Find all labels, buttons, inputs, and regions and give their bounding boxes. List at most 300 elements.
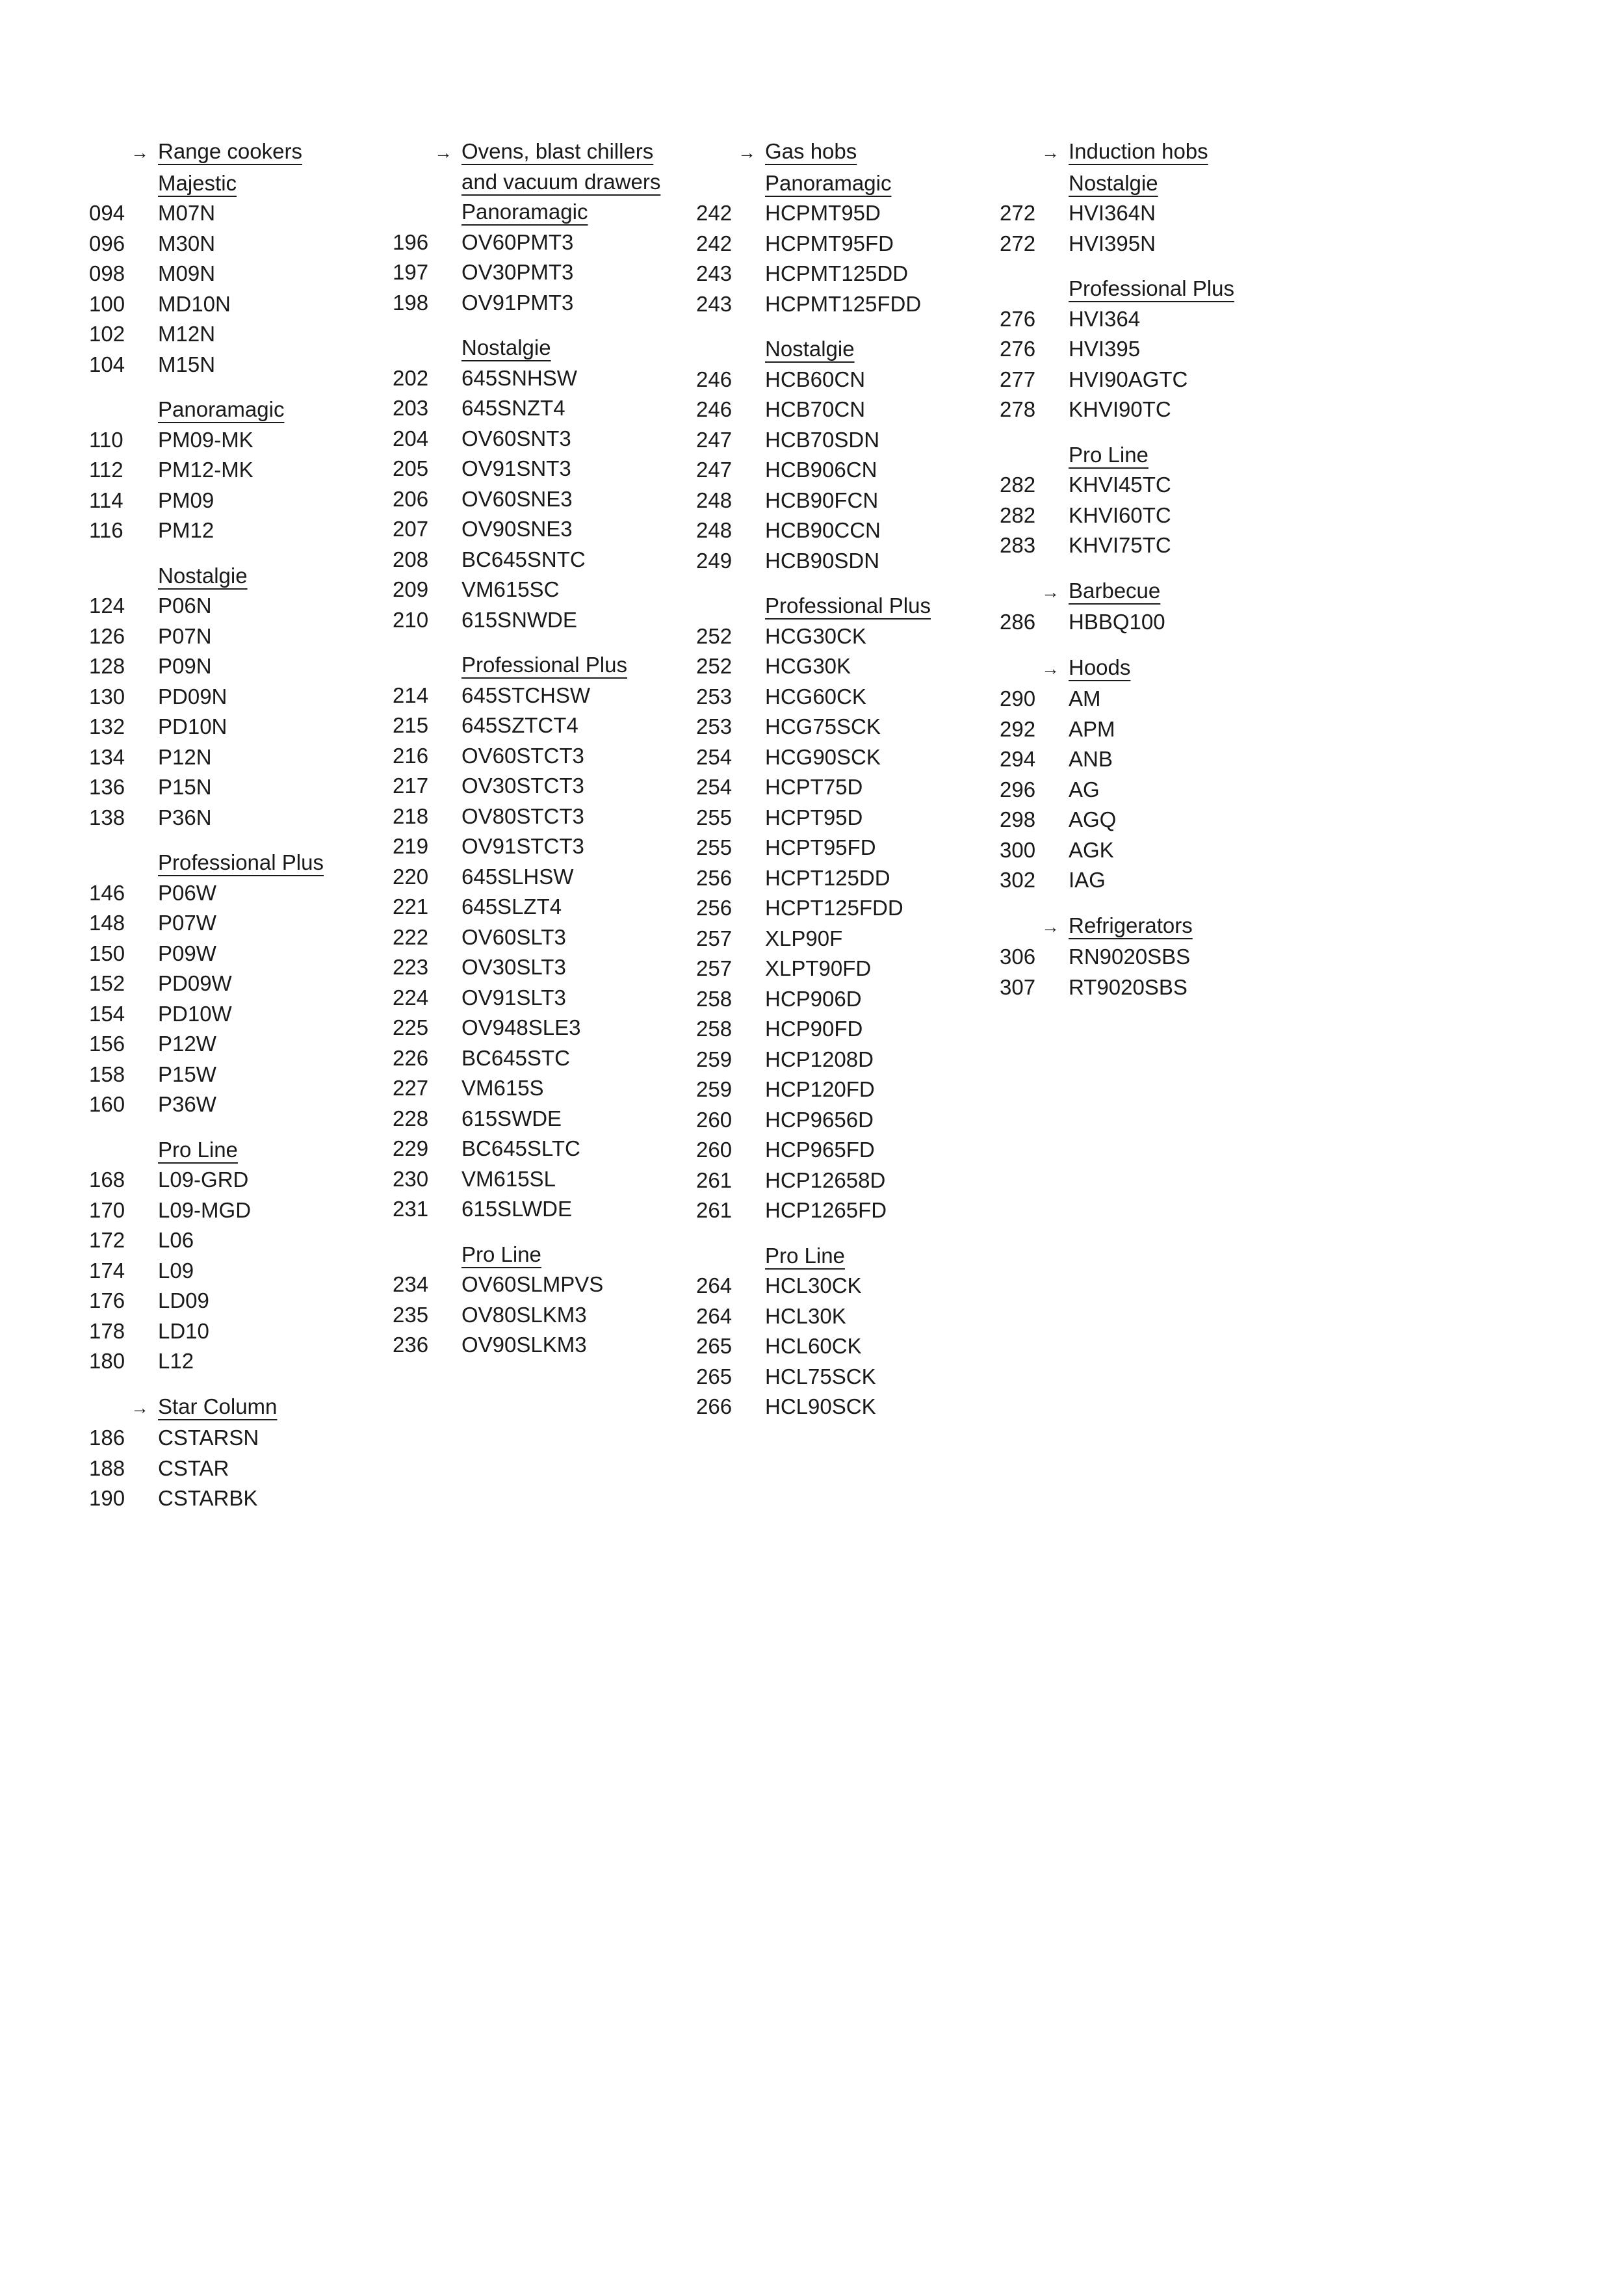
index-entry[interactable] bbox=[1000, 229, 1234, 259]
model-code: 645STCHSW bbox=[461, 683, 591, 707]
model-code: OV90SNE3 bbox=[461, 517, 573, 541]
index-entry[interactable] bbox=[1000, 835, 1234, 866]
index-entry[interactable] bbox=[1000, 607, 1234, 638]
category-link[interactable]: Induction hobs bbox=[1069, 139, 1208, 163]
model-code: KHVI75TC bbox=[1069, 533, 1171, 557]
page-number: 260 bbox=[696, 1107, 733, 1132]
page-number: 210 bbox=[393, 607, 429, 632]
index-entry[interactable] bbox=[696, 1135, 931, 1166]
model-code: L09-MGD bbox=[158, 1197, 252, 1222]
page-number: 223 bbox=[393, 955, 429, 979]
index-entry[interactable] bbox=[393, 1164, 660, 1195]
index-entry[interactable] bbox=[1000, 805, 1234, 835]
category-link[interactable]: Refrigerators bbox=[1069, 913, 1193, 937]
index-entry[interactable] bbox=[393, 454, 660, 484]
page-number: 098 bbox=[89, 261, 125, 285]
page-number: 196 bbox=[393, 229, 429, 254]
series-heading bbox=[696, 334, 931, 365]
index-entry[interactable] bbox=[89, 1195, 324, 1226]
index-entry[interactable] bbox=[89, 259, 324, 289]
index-entry[interactable] bbox=[393, 862, 660, 893]
index-entry[interactable] bbox=[393, 514, 660, 545]
model-code: HCP9656D bbox=[765, 1107, 874, 1132]
index-entry[interactable] bbox=[89, 1286, 324, 1316]
model-code: HCPT125FDD bbox=[765, 896, 903, 920]
series-link[interactable]: Nostalgie bbox=[765, 337, 855, 361]
arrow-icon-wrap bbox=[1000, 653, 1069, 685]
page-number: 248 bbox=[696, 518, 733, 542]
series-link[interactable]: Pro Line bbox=[1069, 442, 1149, 467]
index-entry[interactable] bbox=[696, 1045, 931, 1075]
model-code: HCPT95FD bbox=[765, 835, 876, 859]
model-code: HCP906D bbox=[765, 986, 862, 1011]
index-entry[interactable] bbox=[89, 651, 324, 682]
series-link[interactable]: Nostalgie bbox=[1069, 170, 1158, 195]
index-entry[interactable] bbox=[696, 1075, 931, 1105]
series-link[interactable]: Pro Line bbox=[461, 1242, 541, 1266]
index-entry[interactable] bbox=[696, 924, 931, 954]
index-entry[interactable] bbox=[89, 908, 324, 939]
model-code: IAG bbox=[1069, 868, 1106, 892]
model-code: OV30PMT3 bbox=[461, 260, 574, 284]
index-entry[interactable] bbox=[1000, 198, 1234, 229]
index-entry[interactable] bbox=[89, 1346, 324, 1377]
page-number: 114 bbox=[89, 488, 123, 512]
page-number: 300 bbox=[1000, 837, 1036, 862]
page-number: 246 bbox=[696, 367, 733, 391]
page-number: 248 bbox=[696, 488, 733, 512]
page-number: 134 bbox=[89, 744, 125, 769]
index-entry[interactable] bbox=[393, 983, 660, 1013]
index-entry[interactable] bbox=[696, 198, 931, 229]
page-number: 198 bbox=[393, 290, 429, 315]
index-entry[interactable] bbox=[89, 1029, 324, 1060]
index-entry[interactable] bbox=[696, 289, 931, 320]
page-number: 146 bbox=[89, 880, 125, 905]
index-entry[interactable] bbox=[89, 486, 324, 516]
model-code: HCB906CN bbox=[765, 458, 877, 482]
index-entry[interactable] bbox=[89, 229, 324, 259]
index-entry[interactable] bbox=[89, 1454, 324, 1484]
index-entry[interactable] bbox=[696, 1362, 931, 1392]
page-number: 168 bbox=[89, 1168, 125, 1192]
index-entry[interactable] bbox=[696, 1105, 931, 1136]
page-number: 235 bbox=[393, 1302, 429, 1327]
model-code: P12W bbox=[158, 1032, 216, 1056]
index-entry[interactable] bbox=[89, 1256, 324, 1286]
index-entry[interactable] bbox=[89, 515, 324, 546]
index-entry[interactable] bbox=[696, 365, 931, 395]
index-entry[interactable] bbox=[393, 922, 660, 953]
model-code: L09-GRD bbox=[158, 1168, 249, 1192]
index-entry[interactable] bbox=[393, 711, 660, 741]
index-entry[interactable] bbox=[696, 803, 931, 833]
index-entry[interactable] bbox=[393, 257, 660, 288]
index-entry[interactable] bbox=[1000, 365, 1234, 395]
page-number: 218 bbox=[393, 803, 429, 828]
model-code: KHVI60TC bbox=[1069, 502, 1171, 527]
index-entry[interactable] bbox=[393, 424, 660, 454]
index-entry[interactable] bbox=[393, 892, 660, 922]
index-entry[interactable] bbox=[393, 228, 660, 258]
index-entry[interactable] bbox=[1000, 865, 1234, 896]
page-number: 128 bbox=[89, 654, 125, 678]
model-code: PM12 bbox=[158, 518, 214, 542]
index-entry[interactable] bbox=[89, 1165, 324, 1195]
index-entry[interactable] bbox=[696, 515, 931, 546]
model-code: HCP1208D bbox=[765, 1047, 874, 1071]
page-number: 150 bbox=[89, 941, 125, 965]
page-number: 264 bbox=[696, 1273, 733, 1298]
page-number: 278 bbox=[1000, 397, 1036, 421]
category-heading bbox=[1000, 653, 1234, 685]
index-entry[interactable] bbox=[393, 1073, 660, 1104]
series-heading bbox=[89, 1135, 324, 1166]
model-code: HVI364N bbox=[1069, 201, 1156, 225]
index-entry[interactable] bbox=[89, 803, 324, 833]
index-entry[interactable] bbox=[1000, 304, 1234, 335]
page-number: 257 bbox=[696, 926, 733, 950]
model-code: HCG30K bbox=[765, 654, 851, 678]
series-link[interactable]: Nostalgie bbox=[158, 563, 248, 588]
index-entry[interactable] bbox=[1000, 334, 1234, 365]
model-code: P07N bbox=[158, 623, 212, 648]
series-link[interactable]: Professional Plus bbox=[461, 653, 627, 677]
page-number: 265 bbox=[696, 1364, 733, 1389]
page-number: 197 bbox=[393, 260, 429, 284]
index-entry[interactable] bbox=[1000, 684, 1234, 714]
page-number: 104 bbox=[89, 352, 125, 376]
index-entry[interactable] bbox=[393, 1194, 660, 1225]
index-entry[interactable] bbox=[1000, 395, 1234, 425]
page-number: 243 bbox=[696, 261, 733, 285]
arrow-right-icon: → bbox=[1041, 658, 1059, 679]
index-entry[interactable] bbox=[393, 545, 660, 575]
model-code: HCPMT95D bbox=[765, 201, 881, 225]
page-number: 220 bbox=[393, 864, 429, 889]
index-entry[interactable] bbox=[393, 771, 660, 802]
index-entry[interactable] bbox=[89, 878, 324, 909]
model-code: M15N bbox=[158, 352, 216, 376]
series-link[interactable]: Panoramagic bbox=[158, 397, 285, 421]
model-code: HCPT125DD bbox=[765, 865, 890, 890]
index-entry[interactable] bbox=[696, 425, 931, 456]
series-link[interactable]: Professional Plus bbox=[158, 850, 324, 874]
model-code: MD10N bbox=[158, 291, 231, 316]
page-number: 174 bbox=[89, 1258, 125, 1283]
index-entry[interactable] bbox=[89, 999, 324, 1030]
model-code: HCP965FD bbox=[765, 1138, 875, 1162]
model-code: CSTARBK bbox=[158, 1486, 258, 1510]
index-entry[interactable] bbox=[1000, 530, 1234, 561]
page-number: 202 bbox=[393, 365, 429, 390]
model-code: PM09 bbox=[158, 488, 214, 512]
category-heading bbox=[1000, 911, 1234, 943]
index-entry[interactable] bbox=[393, 1013, 660, 1043]
page-number: 156 bbox=[89, 1032, 125, 1056]
arrow-icon-wrap bbox=[393, 137, 461, 168]
index-entry[interactable] bbox=[1000, 714, 1234, 745]
index-entry[interactable] bbox=[696, 259, 931, 289]
category-link[interactable]: Gas hobs bbox=[765, 139, 857, 163]
model-code: HVI395 bbox=[1069, 337, 1141, 361]
category-heading bbox=[89, 1392, 324, 1424]
model-code: KHVI45TC bbox=[1069, 473, 1171, 497]
page-number: 138 bbox=[89, 805, 125, 829]
page-number: 306 bbox=[1000, 945, 1036, 969]
category-link[interactable]: Barbecue bbox=[1069, 578, 1161, 603]
index-entry[interactable] bbox=[1000, 501, 1234, 531]
model-code: P36W bbox=[158, 1092, 216, 1116]
index-entry[interactable] bbox=[696, 455, 931, 486]
index-entry[interactable] bbox=[696, 1166, 931, 1196]
category-link[interactable]: Range cookers bbox=[158, 139, 302, 163]
index-entry[interactable] bbox=[393, 1330, 660, 1361]
series-heading bbox=[89, 395, 324, 425]
model-code: RN9020SBS bbox=[1069, 945, 1191, 969]
page-number: 253 bbox=[696, 714, 733, 738]
arrow-right-icon: → bbox=[434, 142, 452, 163]
arrow-icon-wrap bbox=[1000, 576, 1069, 608]
index-entry[interactable] bbox=[696, 1392, 931, 1422]
page-number: 158 bbox=[89, 1062, 125, 1086]
index-entry[interactable] bbox=[696, 954, 931, 984]
model-code: HCPMT95FD bbox=[765, 231, 894, 255]
page-number: 242 bbox=[696, 231, 733, 255]
index-entry[interactable] bbox=[696, 1195, 931, 1226]
page-number: 096 bbox=[89, 231, 125, 255]
index-column bbox=[696, 137, 931, 1422]
index-entry[interactable] bbox=[89, 198, 324, 229]
category-link[interactable]: Hoods bbox=[1069, 655, 1131, 679]
index-entry[interactable] bbox=[393, 484, 660, 515]
page-number: 172 bbox=[89, 1228, 125, 1252]
page-number: 180 bbox=[89, 1349, 125, 1373]
model-code: HCG60CK bbox=[765, 684, 866, 709]
index-entry[interactable] bbox=[393, 363, 660, 394]
index-entry[interactable] bbox=[393, 1134, 660, 1164]
index-entry[interactable] bbox=[393, 952, 660, 983]
model-code: M12N bbox=[158, 322, 216, 346]
page-number: 178 bbox=[89, 1318, 125, 1343]
page-number: 190 bbox=[89, 1486, 125, 1510]
index-entry[interactable] bbox=[696, 893, 931, 924]
page-number: 256 bbox=[696, 865, 733, 890]
category-heading bbox=[393, 137, 660, 197]
index-entry[interactable] bbox=[89, 772, 324, 803]
index-entry[interactable] bbox=[696, 1301, 931, 1332]
page-number: 230 bbox=[393, 1166, 429, 1191]
index-entry[interactable] bbox=[696, 1271, 931, 1301]
model-code: P36N bbox=[158, 805, 212, 829]
index-entry[interactable] bbox=[696, 984, 931, 1015]
page-number: 276 bbox=[1000, 337, 1036, 361]
page-number: 228 bbox=[393, 1106, 429, 1130]
page-number: 258 bbox=[696, 1017, 733, 1041]
index-entry[interactable] bbox=[696, 486, 931, 516]
index-entry[interactable] bbox=[89, 682, 324, 712]
model-code: RT9020SBS bbox=[1069, 974, 1188, 999]
model-code: HCPMT125DD bbox=[765, 261, 909, 285]
index-entry[interactable] bbox=[89, 591, 324, 621]
index-entry[interactable] bbox=[393, 1300, 660, 1331]
index-entry[interactable] bbox=[696, 1331, 931, 1362]
series-heading bbox=[696, 1241, 931, 1272]
model-code: OV91PMT3 bbox=[461, 290, 574, 315]
index-entry[interactable] bbox=[393, 393, 660, 424]
series-link[interactable]: Professional Plus bbox=[765, 594, 931, 618]
arrow-icon-wrap bbox=[89, 1392, 158, 1424]
page-number: 286 bbox=[1000, 610, 1036, 634]
index-entry[interactable] bbox=[696, 395, 931, 425]
index-entry[interactable] bbox=[696, 229, 931, 259]
index-entry[interactable] bbox=[89, 742, 324, 773]
category-link[interactable]: Star Column bbox=[158, 1394, 278, 1418]
arrow-right-icon: → bbox=[131, 142, 149, 163]
model-code: VM615SL bbox=[461, 1166, 556, 1191]
arrow-right-icon: → bbox=[131, 1397, 149, 1418]
index-entry[interactable] bbox=[393, 605, 660, 636]
series-link[interactable]: Pro Line bbox=[158, 1137, 238, 1162]
model-code: ANB bbox=[1069, 747, 1113, 771]
index-entry[interactable] bbox=[393, 831, 660, 862]
series-heading bbox=[696, 168, 931, 199]
page-number: 100 bbox=[89, 291, 125, 316]
model-code: PD09W bbox=[158, 971, 232, 995]
page-number: 214 bbox=[393, 683, 429, 707]
page-number: 152 bbox=[89, 971, 125, 995]
series-heading bbox=[1000, 168, 1234, 199]
index-entry[interactable] bbox=[89, 425, 324, 456]
page-number: 246 bbox=[696, 397, 733, 421]
index-entry[interactable] bbox=[393, 1270, 660, 1300]
model-code: HVI364 bbox=[1069, 306, 1141, 331]
page-number: 186 bbox=[89, 1426, 125, 1450]
model-code: M30N bbox=[158, 231, 216, 255]
index-entry[interactable] bbox=[89, 1089, 324, 1120]
index-entry[interactable] bbox=[393, 288, 660, 319]
series-link[interactable]: Panoramagic bbox=[765, 170, 892, 195]
page-number: 112 bbox=[89, 458, 123, 482]
page-number: 203 bbox=[393, 396, 429, 420]
model-code: LD09 bbox=[158, 1288, 209, 1312]
model-code: 615SLWDE bbox=[461, 1197, 572, 1221]
page-number: 126 bbox=[89, 623, 125, 648]
index-entry[interactable] bbox=[696, 651, 931, 682]
series-link[interactable]: Panoramagic bbox=[461, 200, 588, 224]
page-number: 231 bbox=[393, 1197, 429, 1221]
series-link[interactable]: Majestic bbox=[158, 170, 237, 195]
index-entry[interactable] bbox=[1000, 470, 1234, 501]
category-heading bbox=[1000, 137, 1234, 168]
index-entry[interactable] bbox=[393, 802, 660, 832]
model-code: OV948SLE3 bbox=[461, 1015, 581, 1039]
index-entry[interactable] bbox=[393, 681, 660, 711]
model-code: HCPT95D bbox=[765, 805, 863, 829]
model-code: 645SLHSW bbox=[461, 864, 574, 889]
index-entry[interactable] bbox=[696, 682, 931, 712]
index-entry[interactable] bbox=[1000, 942, 1234, 972]
index-entry[interactable] bbox=[89, 1316, 324, 1347]
index-entry[interactable] bbox=[89, 621, 324, 652]
page-number: 148 bbox=[89, 911, 125, 935]
arrow-icon-wrap bbox=[89, 137, 158, 168]
model-code: L06 bbox=[158, 1228, 194, 1252]
model-code: OV60PMT3 bbox=[461, 229, 574, 254]
index-entry[interactable] bbox=[393, 741, 660, 772]
index-entry[interactable] bbox=[696, 863, 931, 894]
index-entry[interactable] bbox=[89, 1225, 324, 1256]
index-column bbox=[1000, 137, 1234, 1002]
index-entry[interactable] bbox=[696, 742, 931, 773]
index-entry[interactable] bbox=[1000, 744, 1234, 775]
page-number: 236 bbox=[393, 1333, 429, 1357]
page-number: 221 bbox=[393, 894, 429, 919]
model-code: HVI90AGTC bbox=[1069, 367, 1188, 391]
index-entry[interactable] bbox=[89, 289, 324, 320]
index-entry[interactable] bbox=[696, 1014, 931, 1045]
model-code: CSTAR bbox=[158, 1455, 229, 1480]
model-code: P07W bbox=[158, 911, 216, 935]
page-number: 208 bbox=[393, 547, 429, 571]
page-number: 219 bbox=[393, 834, 429, 858]
series-heading bbox=[393, 197, 660, 228]
model-code: CSTARSN bbox=[158, 1426, 259, 1450]
category-link[interactable]: Ovens, blast chillers and vacuum drawers bbox=[461, 139, 661, 194]
model-code: 615SNWDE bbox=[461, 607, 577, 632]
model-code: M09N bbox=[158, 261, 216, 285]
model-code: 645SZTCT4 bbox=[461, 713, 578, 737]
page-number: 252 bbox=[696, 654, 733, 678]
index-column bbox=[89, 137, 324, 1514]
arrow-icon-wrap bbox=[1000, 911, 1069, 943]
series-link[interactable]: Nostalgie bbox=[461, 335, 551, 359]
page-number: 276 bbox=[1000, 306, 1036, 331]
index-entry[interactable] bbox=[696, 772, 931, 803]
index-entry[interactable] bbox=[696, 712, 931, 742]
index-entry[interactable] bbox=[89, 350, 324, 380]
model-code: PD10W bbox=[158, 1001, 232, 1026]
page-number: 259 bbox=[696, 1077, 733, 1101]
index-entry[interactable] bbox=[89, 969, 324, 999]
index-entry[interactable] bbox=[393, 1104, 660, 1134]
model-code: P15N bbox=[158, 775, 212, 799]
index-entry[interactable] bbox=[1000, 972, 1234, 1003]
series-link[interactable]: Professional Plus bbox=[1069, 276, 1234, 300]
index-entry[interactable] bbox=[696, 546, 931, 577]
index-entry[interactable] bbox=[393, 1043, 660, 1074]
index-entry[interactable] bbox=[89, 455, 324, 486]
index-entry[interactable] bbox=[393, 575, 660, 605]
page-number: 124 bbox=[89, 594, 125, 618]
page-number: 215 bbox=[393, 713, 429, 737]
page-number: 242 bbox=[696, 201, 733, 225]
page-number: 136 bbox=[89, 775, 125, 799]
category-heading bbox=[1000, 576, 1234, 608]
index-entry[interactable] bbox=[89, 939, 324, 969]
series-link[interactable]: Pro Line bbox=[765, 1243, 845, 1268]
index-entry[interactable] bbox=[696, 833, 931, 863]
index-entry[interactable] bbox=[89, 1483, 324, 1514]
index-entry[interactable] bbox=[89, 319, 324, 350]
index-entry[interactable] bbox=[89, 712, 324, 742]
index-entry[interactable] bbox=[696, 621, 931, 652]
index-entry[interactable] bbox=[89, 1423, 324, 1454]
model-code: PM12-MK bbox=[158, 458, 253, 482]
page-number: 272 bbox=[1000, 201, 1036, 225]
index-entry[interactable] bbox=[1000, 775, 1234, 805]
index-entry[interactable] bbox=[89, 1060, 324, 1090]
